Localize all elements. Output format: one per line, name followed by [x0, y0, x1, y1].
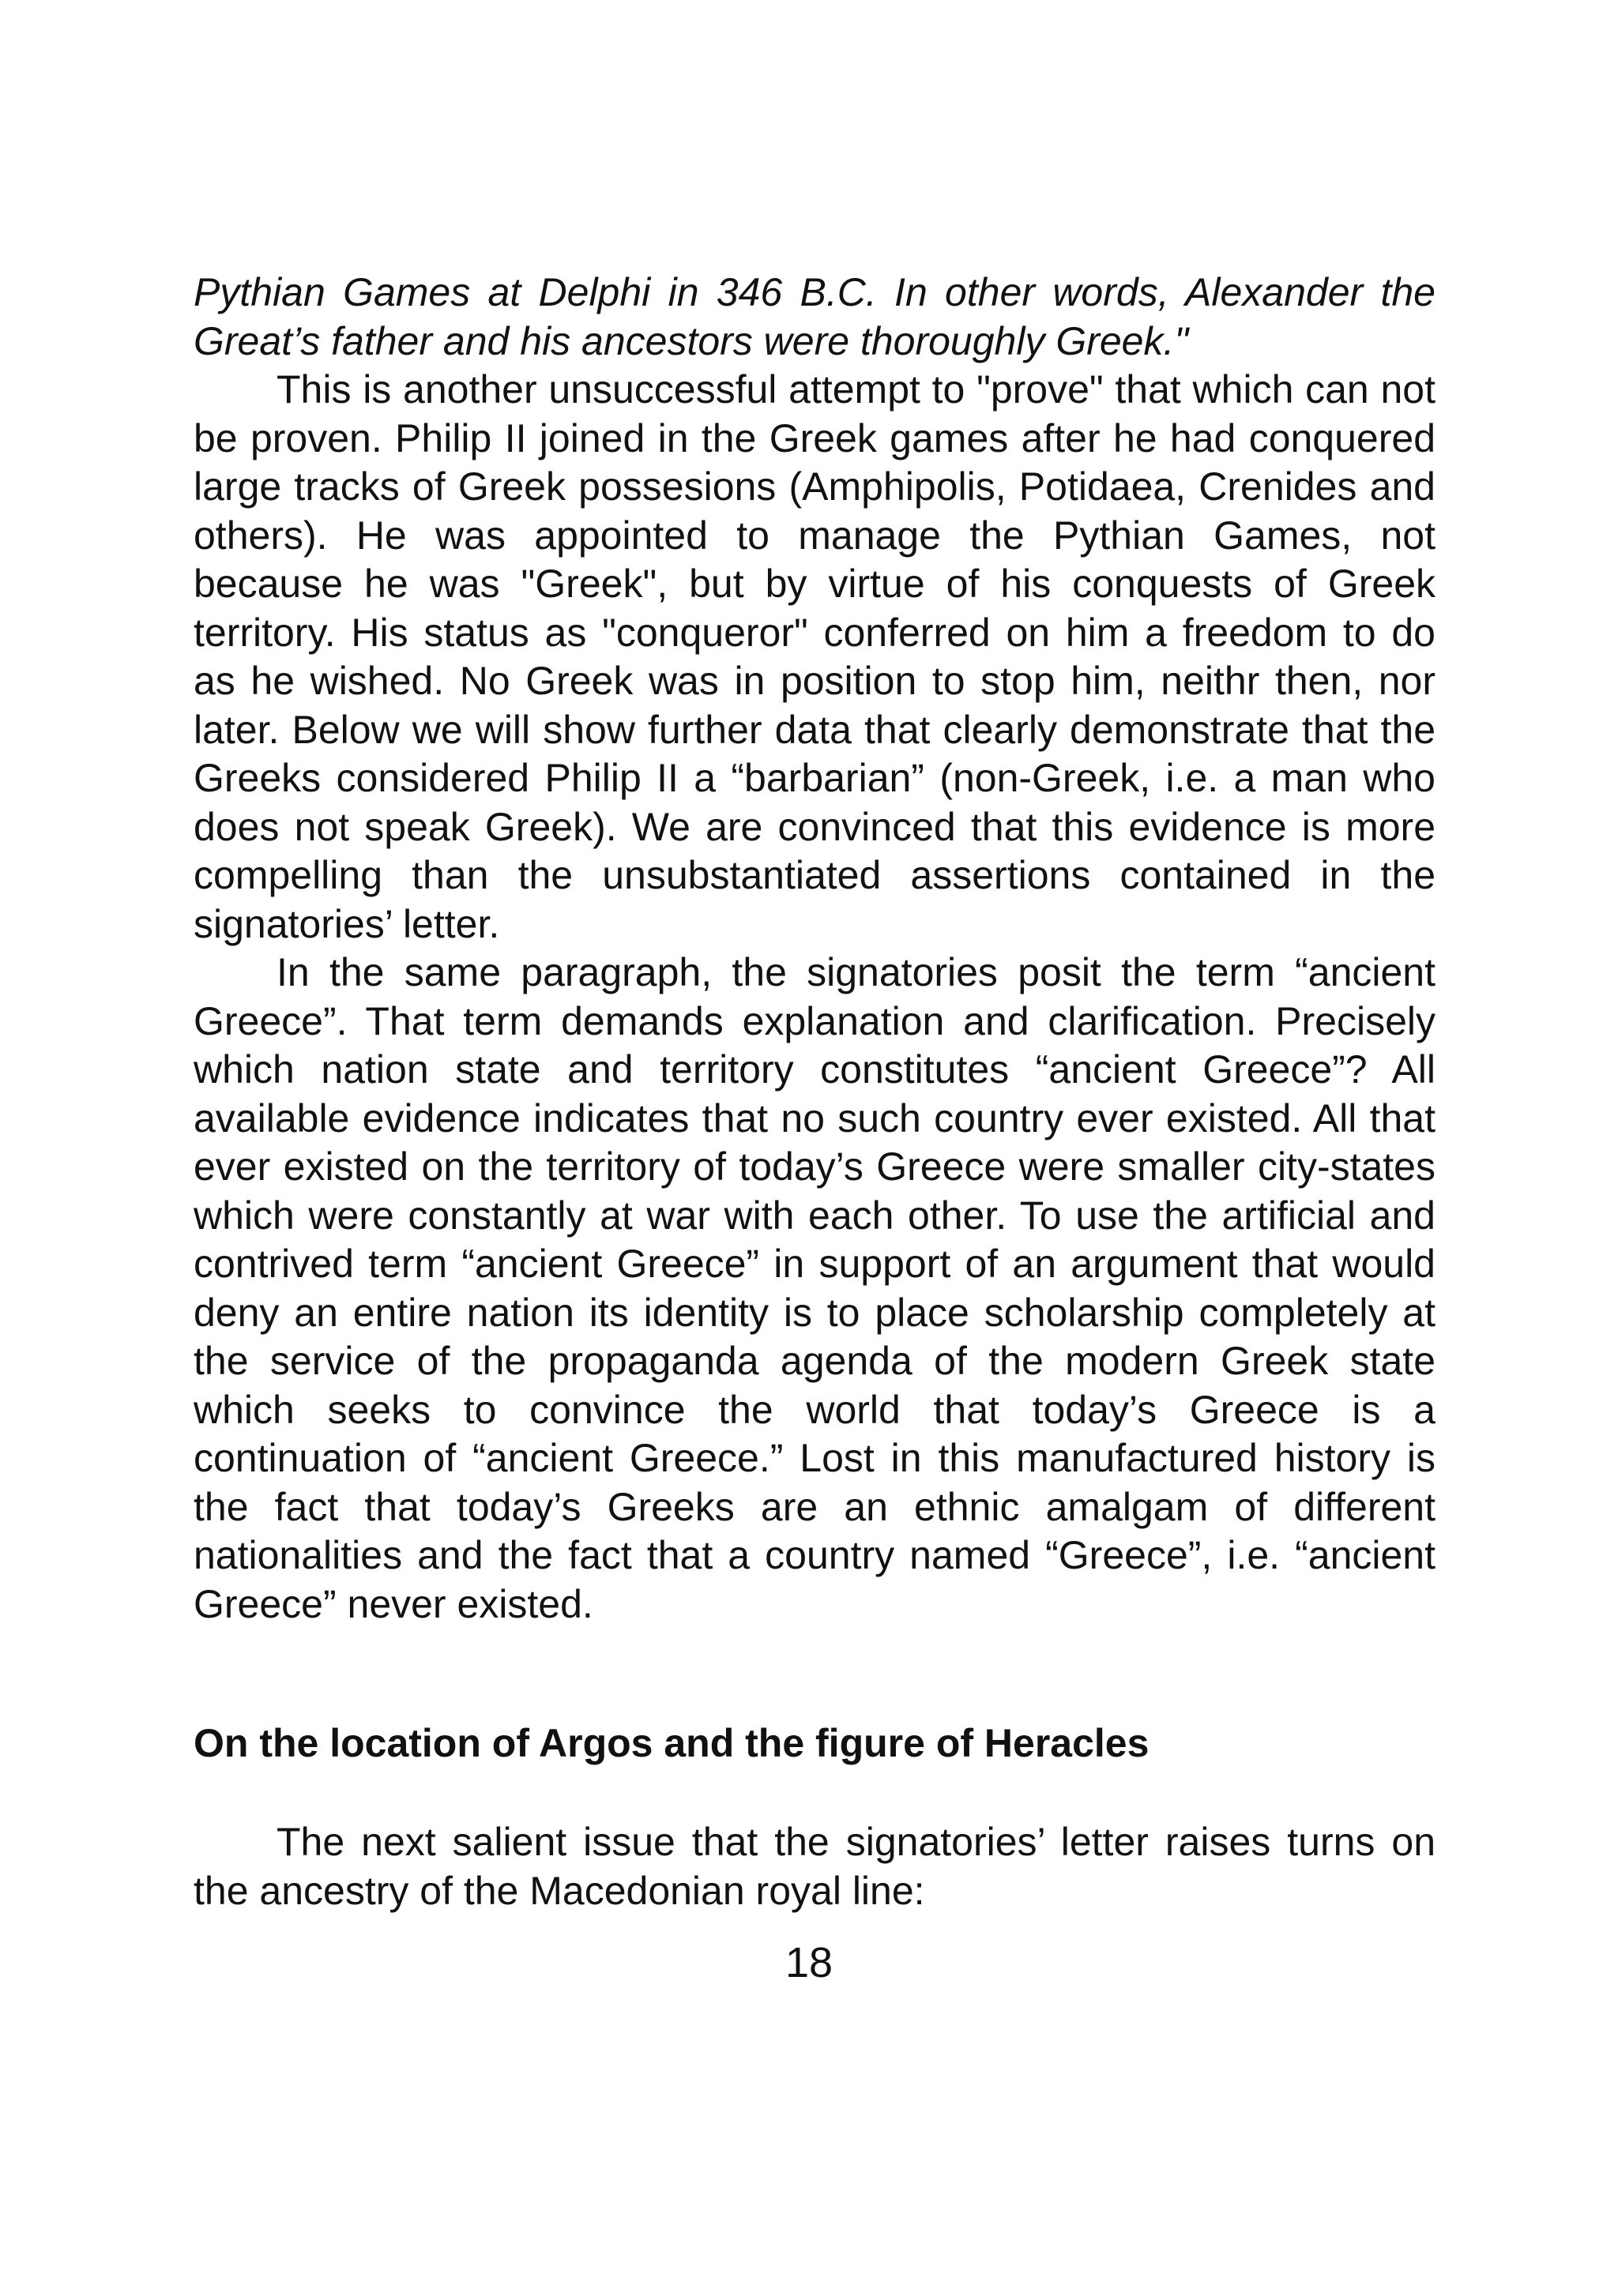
section-paragraph: The next salient issue that the signatories’ letter raises turns on the ancestry of the Macedonian royal line: — [194, 1820, 1436, 1913]
body-paragraph: This is another unsuccessful attempt to "prove" that which can not be proven. Philip II joined in the Greek games after he had conquered large tracks of Greek possesions (Amphipolis, Potidaea, Crenides and others). He was appointed to manage the Pythian Games, not because he was "Greek", but by virtue of his conquests of Greek territory. His status as "conqueror" conferred on him a freedom to do as he wished. No Greek was in position to stop him, neithr then, nor later. Below we will show further data that clearly demonstrate that the Greeks considered Philip II a “barbarian” (non-Greek, i.e. a man who does not speak Greek). We are convinced that this evidence is more compelling than the unsubstantiated assertions contained in the signatories’ letter. — [194, 367, 1436, 946]
body-paragraph: In the same paragraph, the signatories posit the term “ancient Greece”. That term demands explanation and clarification. Precisely which nation state and territory constitutes “ancient Greece”? All available evidence indicates that no such country ever existed. All that ever existed on the territory of today’s Greece were smaller city-states which were constantly at war with each other. To use the artificial and contrived term “ancient Greece” in support of an argument that would deny an entire nation its identity is to place scholarship completely at the service of the propaganda agenda of the modern Greek state which seeks to convince the world that today’s Greece is a continuation of “ancient Greece.” Lost in this manufactured history is the fact that today’s Greeks are an ethnic amalgam of different nationalities and the fact that a country named “Greece”, i.e. “ancient Greece” never existed. — [194, 950, 1436, 1626]
section-heading: On the location of Argos and the figure of Heracles — [194, 1721, 1150, 1765]
page-body — [194, 269, 1436, 1913]
quote-continuation: Pythian Games at Delphi in 346 B.C. In other words, Alexander the Great’s father and his ancestors were thoroughly Greek." — [194, 270, 1436, 363]
page-number: 18 — [785, 1939, 833, 1986]
